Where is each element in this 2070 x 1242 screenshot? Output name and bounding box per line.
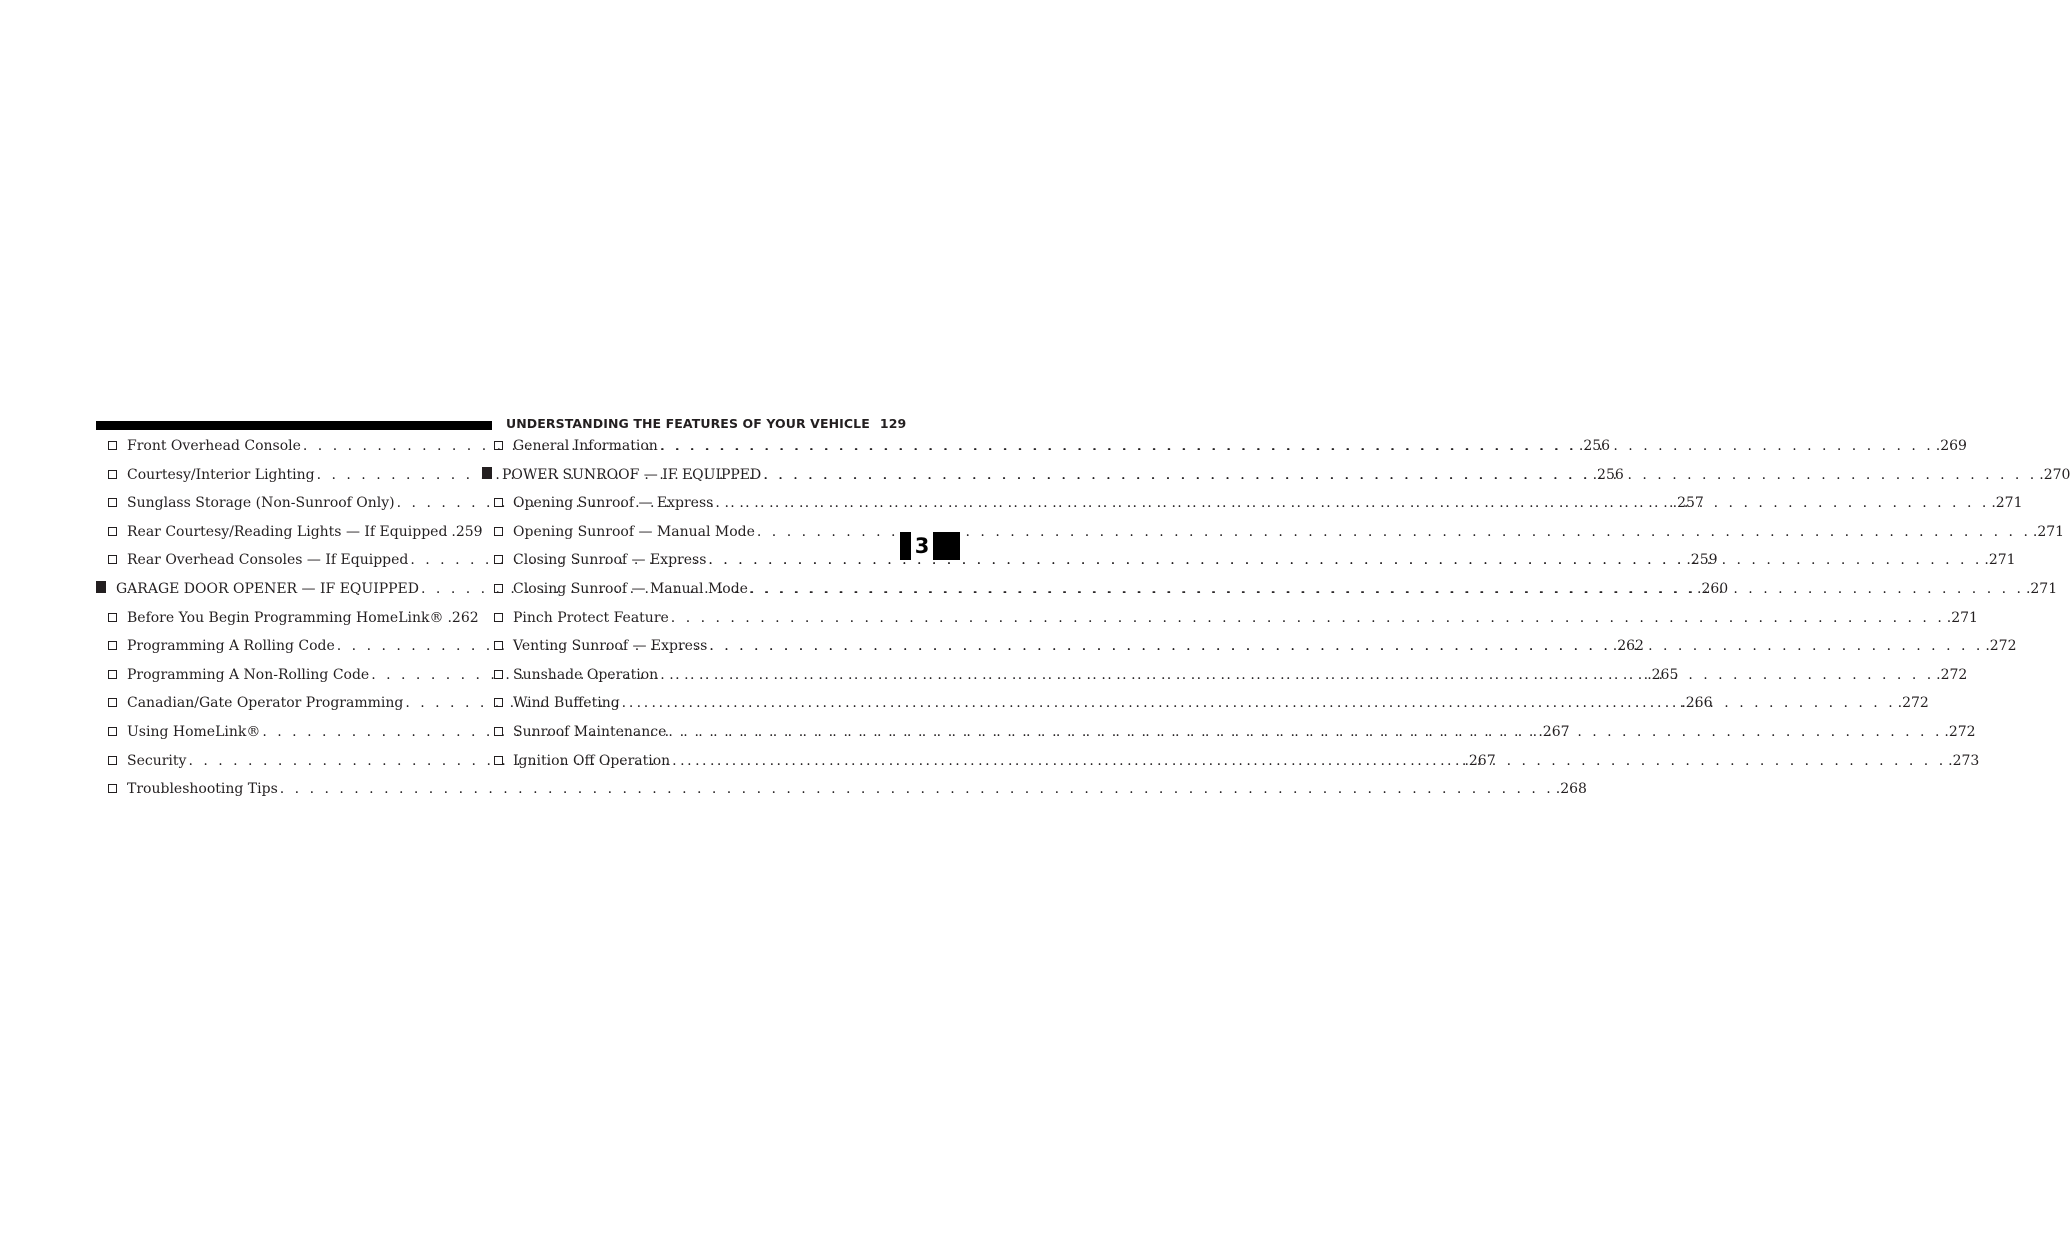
hollow-square-bullet-icon <box>494 641 503 650</box>
toc-entry-page: .272 <box>1897 695 1929 712</box>
hollow-square-bullet-icon <box>108 698 117 707</box>
toc-entry-page: .259 <box>451 523 483 540</box>
hollow-square-bullet-icon <box>108 756 117 765</box>
toc-entry-title: Courtesy/Interior Lighting <box>127 466 315 483</box>
toc-entry-page: .271 <box>2032 523 2065 540</box>
toc-entry-title: POWER SUNROOF — IF EQUIPPED <box>502 466 762 483</box>
toc-entry-page: .268 <box>1555 781 1587 798</box>
toc-entry-page: .259 <box>1686 552 1718 569</box>
toc-entry-title: Programming A Non-Rolling Code <box>127 666 370 683</box>
toc-subsection-entry[interactable] <box>108 781 1587 810</box>
toc-entry-page: .262 <box>447 609 479 626</box>
hollow-square-bullet-icon <box>494 584 503 593</box>
toc-entry-title: Security <box>127 752 187 769</box>
toc-entry-title: General Information <box>513 438 658 454</box>
hollow-square-bullet-icon <box>494 727 503 736</box>
toc-subsection-entry[interactable] <box>494 609 1978 639</box>
toc-entry-title: Wind Buffeting <box>513 695 620 712</box>
toc-entry-title: Using HomeLink® <box>127 723 261 740</box>
hollow-square-bullet-icon <box>108 784 117 793</box>
hollow-square-bullet-icon <box>108 613 117 622</box>
toc-entry-page: .272 <box>1944 723 1976 740</box>
toc-entry-title: Canadian/Gate Operator Programming <box>127 695 404 712</box>
toc-entry-page: .272 <box>1985 638 2017 655</box>
page-number: 129 <box>879 416 907 431</box>
hollow-square-bullet-icon <box>108 555 117 564</box>
toc-entry-page: .272 <box>1936 666 1968 683</box>
toc-subsection-entry[interactable] <box>494 523 2065 553</box>
chapter-tab-number: 3 <box>911 532 933 560</box>
toc-entry-page: .271 <box>1984 552 2016 569</box>
hollow-square-bullet-icon <box>108 441 117 450</box>
toc-entry-title: Rear Courtesy/Reading Lights — If Equipped <box>127 523 448 540</box>
toc-subsection-entry[interactable] <box>108 609 479 639</box>
toc-entry-title: Opening Sunroof — Manual Mode <box>513 523 755 540</box>
toc-entry-page: .266 <box>1681 695 1713 712</box>
toc-entry-page: .256 <box>1578 438 1611 454</box>
toc-entry-page: .262 <box>1612 638 1644 655</box>
hollow-square-bullet-icon <box>494 555 503 564</box>
toc-entry-title: Ignition Off Operation <box>513 752 671 769</box>
toc-entry-title: Rear Overhead Consoles — If Equipped <box>127 552 409 569</box>
toc-entry-page: .256 <box>1592 466 1624 483</box>
hollow-square-bullet-icon <box>494 698 503 707</box>
toc-entry-title: Pinch Protect Feature <box>513 609 669 626</box>
hollow-square-bullet-icon <box>108 727 117 736</box>
toc-entry-title: Troubleshooting Tips <box>127 781 278 798</box>
toc-entry-title: Before You Begin Programming HomeLink® <box>127 609 444 626</box>
dot-leader <box>671 610 1945 626</box>
toc-entry-page: .273 <box>1948 752 1980 769</box>
toc-entry-page: .267 <box>1538 723 1570 740</box>
dot-leader <box>763 467 2037 483</box>
toc-entry-title: Sunglass Storage (Non-Sunroof Only) <box>127 495 395 512</box>
toc-entry-title: Closing Sunroof — Express <box>513 552 707 569</box>
toc-entry-title: Front Overhead Console <box>127 438 301 454</box>
toc-entry-title: Sunshade Operation <box>513 666 659 683</box>
running-header <box>506 416 906 431</box>
toc-entry-page: .270 <box>2039 466 2070 483</box>
dot-leader <box>660 438 1934 454</box>
filled-square-bullet-icon <box>482 467 492 479</box>
toc-entry-title: Venting Sunroof — Express <box>513 638 708 655</box>
hollow-square-bullet-icon <box>108 498 117 507</box>
dot-leader <box>280 781 1554 797</box>
hollow-square-bullet-icon <box>494 441 503 450</box>
hollow-square-bullet-icon <box>108 670 117 679</box>
hollow-square-bullet-icon <box>108 641 117 650</box>
toc-entry-page: .257 <box>1672 495 1704 512</box>
toc-entry-title: Programming A Rolling Code <box>127 638 335 655</box>
filled-square-bullet-icon <box>96 581 106 593</box>
toc-entry-title: Opening Sunroof — Express <box>513 495 714 512</box>
dot-leader <box>715 495 1989 511</box>
hollow-square-bullet-icon <box>494 613 503 622</box>
toc-entry-page: .271 <box>1991 495 2023 512</box>
toc-entry-title: Sunroof Maintenance <box>513 723 667 740</box>
header-title: UNDERSTANDING THE FEATURES OF YOUR VEHICLE <box>506 416 870 431</box>
dot-leader <box>660 667 1934 683</box>
toc-entry-title: Closing Sunroof — Manual Mode <box>513 580 748 597</box>
hollow-square-bullet-icon <box>494 756 503 765</box>
hollow-square-bullet-icon <box>494 527 503 536</box>
dot-leader <box>672 753 1946 769</box>
hollow-square-bullet-icon <box>108 527 117 536</box>
dot-leader <box>750 581 2024 597</box>
toc-entry-page: .271 <box>2025 580 2058 597</box>
toc-entry-page: .271 <box>1946 609 1978 626</box>
toc-subsection-entry[interactable] <box>108 523 483 553</box>
toc-entry-page: .265 <box>1647 666 1679 683</box>
hollow-square-bullet-icon <box>494 498 503 507</box>
dot-leader <box>709 638 1983 654</box>
toc-entry-title: GARAGE DOOR OPENER — IF EQUIPPED <box>116 580 420 597</box>
toc-entry-page: .269 <box>1935 438 1967 454</box>
hollow-square-bullet-icon <box>494 670 503 679</box>
dot-leader <box>622 695 1896 711</box>
toc-entry-page: .260 <box>1697 580 1729 597</box>
toc-entry-page: .267 <box>1464 752 1496 769</box>
dot-leader <box>668 724 1942 740</box>
hollow-square-bullet-icon <box>108 470 117 479</box>
header-rule <box>96 421 492 430</box>
